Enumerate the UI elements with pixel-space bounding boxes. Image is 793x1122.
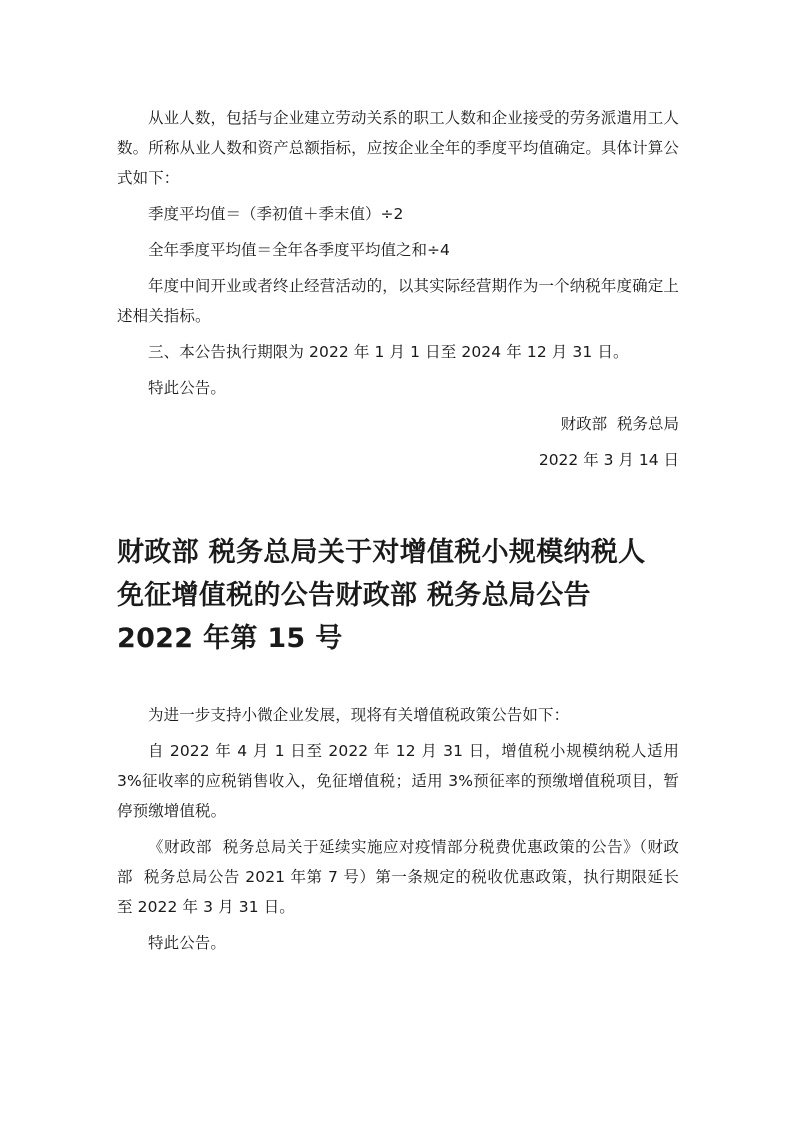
title-line-3: 2022 年第 15 号 <box>117 623 343 654</box>
announcement-title <box>117 531 679 660</box>
paragraph-exemption: 自 2022 年 4 月 1 日至 2022 年 12 月 31 日，增值税小规模纳税人适用 3%征收率的应税销售收入，免征增值税；适用 3%预征率的预缴增值税项目，暂停预缴增值税。 <box>117 742 679 820</box>
paragraph-extension: 《财政部 税务总局关于延续实施应对疫情部分税费优惠政策的公告》（财政部 税务总局公告 2021 年第 7 号）第一条规定的税收优惠政策，执行期限延长至 2022 年 3 月 31 日。 <box>117 838 679 916</box>
title-line-1: 财政部 税务总局关于对增值税小规模纳税人 <box>117 537 646 568</box>
paragraph-intro: 为进一步支持小微企业发展，现将有关增值税政策公告如下： <box>148 706 570 724</box>
paragraph-closing-1: 特此公告。 <box>148 379 227 397</box>
formula-quarterly-average: 季度平均值＝（季初值＋季末值）÷2 <box>148 205 404 223</box>
title-line-2: 免征增值税的公告财政部 税务总局公告 <box>117 580 591 611</box>
signature-date: 2022 年 3 月 14 日 <box>538 451 679 469</box>
paragraph-effective-period: 三、本公告执行期限为 2022 年 1 月 1 日至 2024 年 12 月 31 日。 <box>148 343 629 361</box>
paragraph-closing-2: 特此公告。 <box>148 934 227 952</box>
paragraph-mid-year: 年度中间开业或者终止经营活动的，以其实际经营期作为一个纳税年度确定上述相关指标。 <box>117 277 679 325</box>
paragraph-employees-definition: 从业人数，包括与企业建立劳动关系的职工人数和企业接受的劳务派遣用工人数。所称从业人数和资产总额指标，应按企业全年的季度平均值确定。具体计算公式如下： <box>117 109 679 187</box>
document-body <box>117 103 679 964</box>
formula-annual-average: 全年季度平均值＝全年各季度平均值之和÷4 <box>148 241 450 259</box>
signature: 财政部 税务总局 <box>560 415 679 433</box>
